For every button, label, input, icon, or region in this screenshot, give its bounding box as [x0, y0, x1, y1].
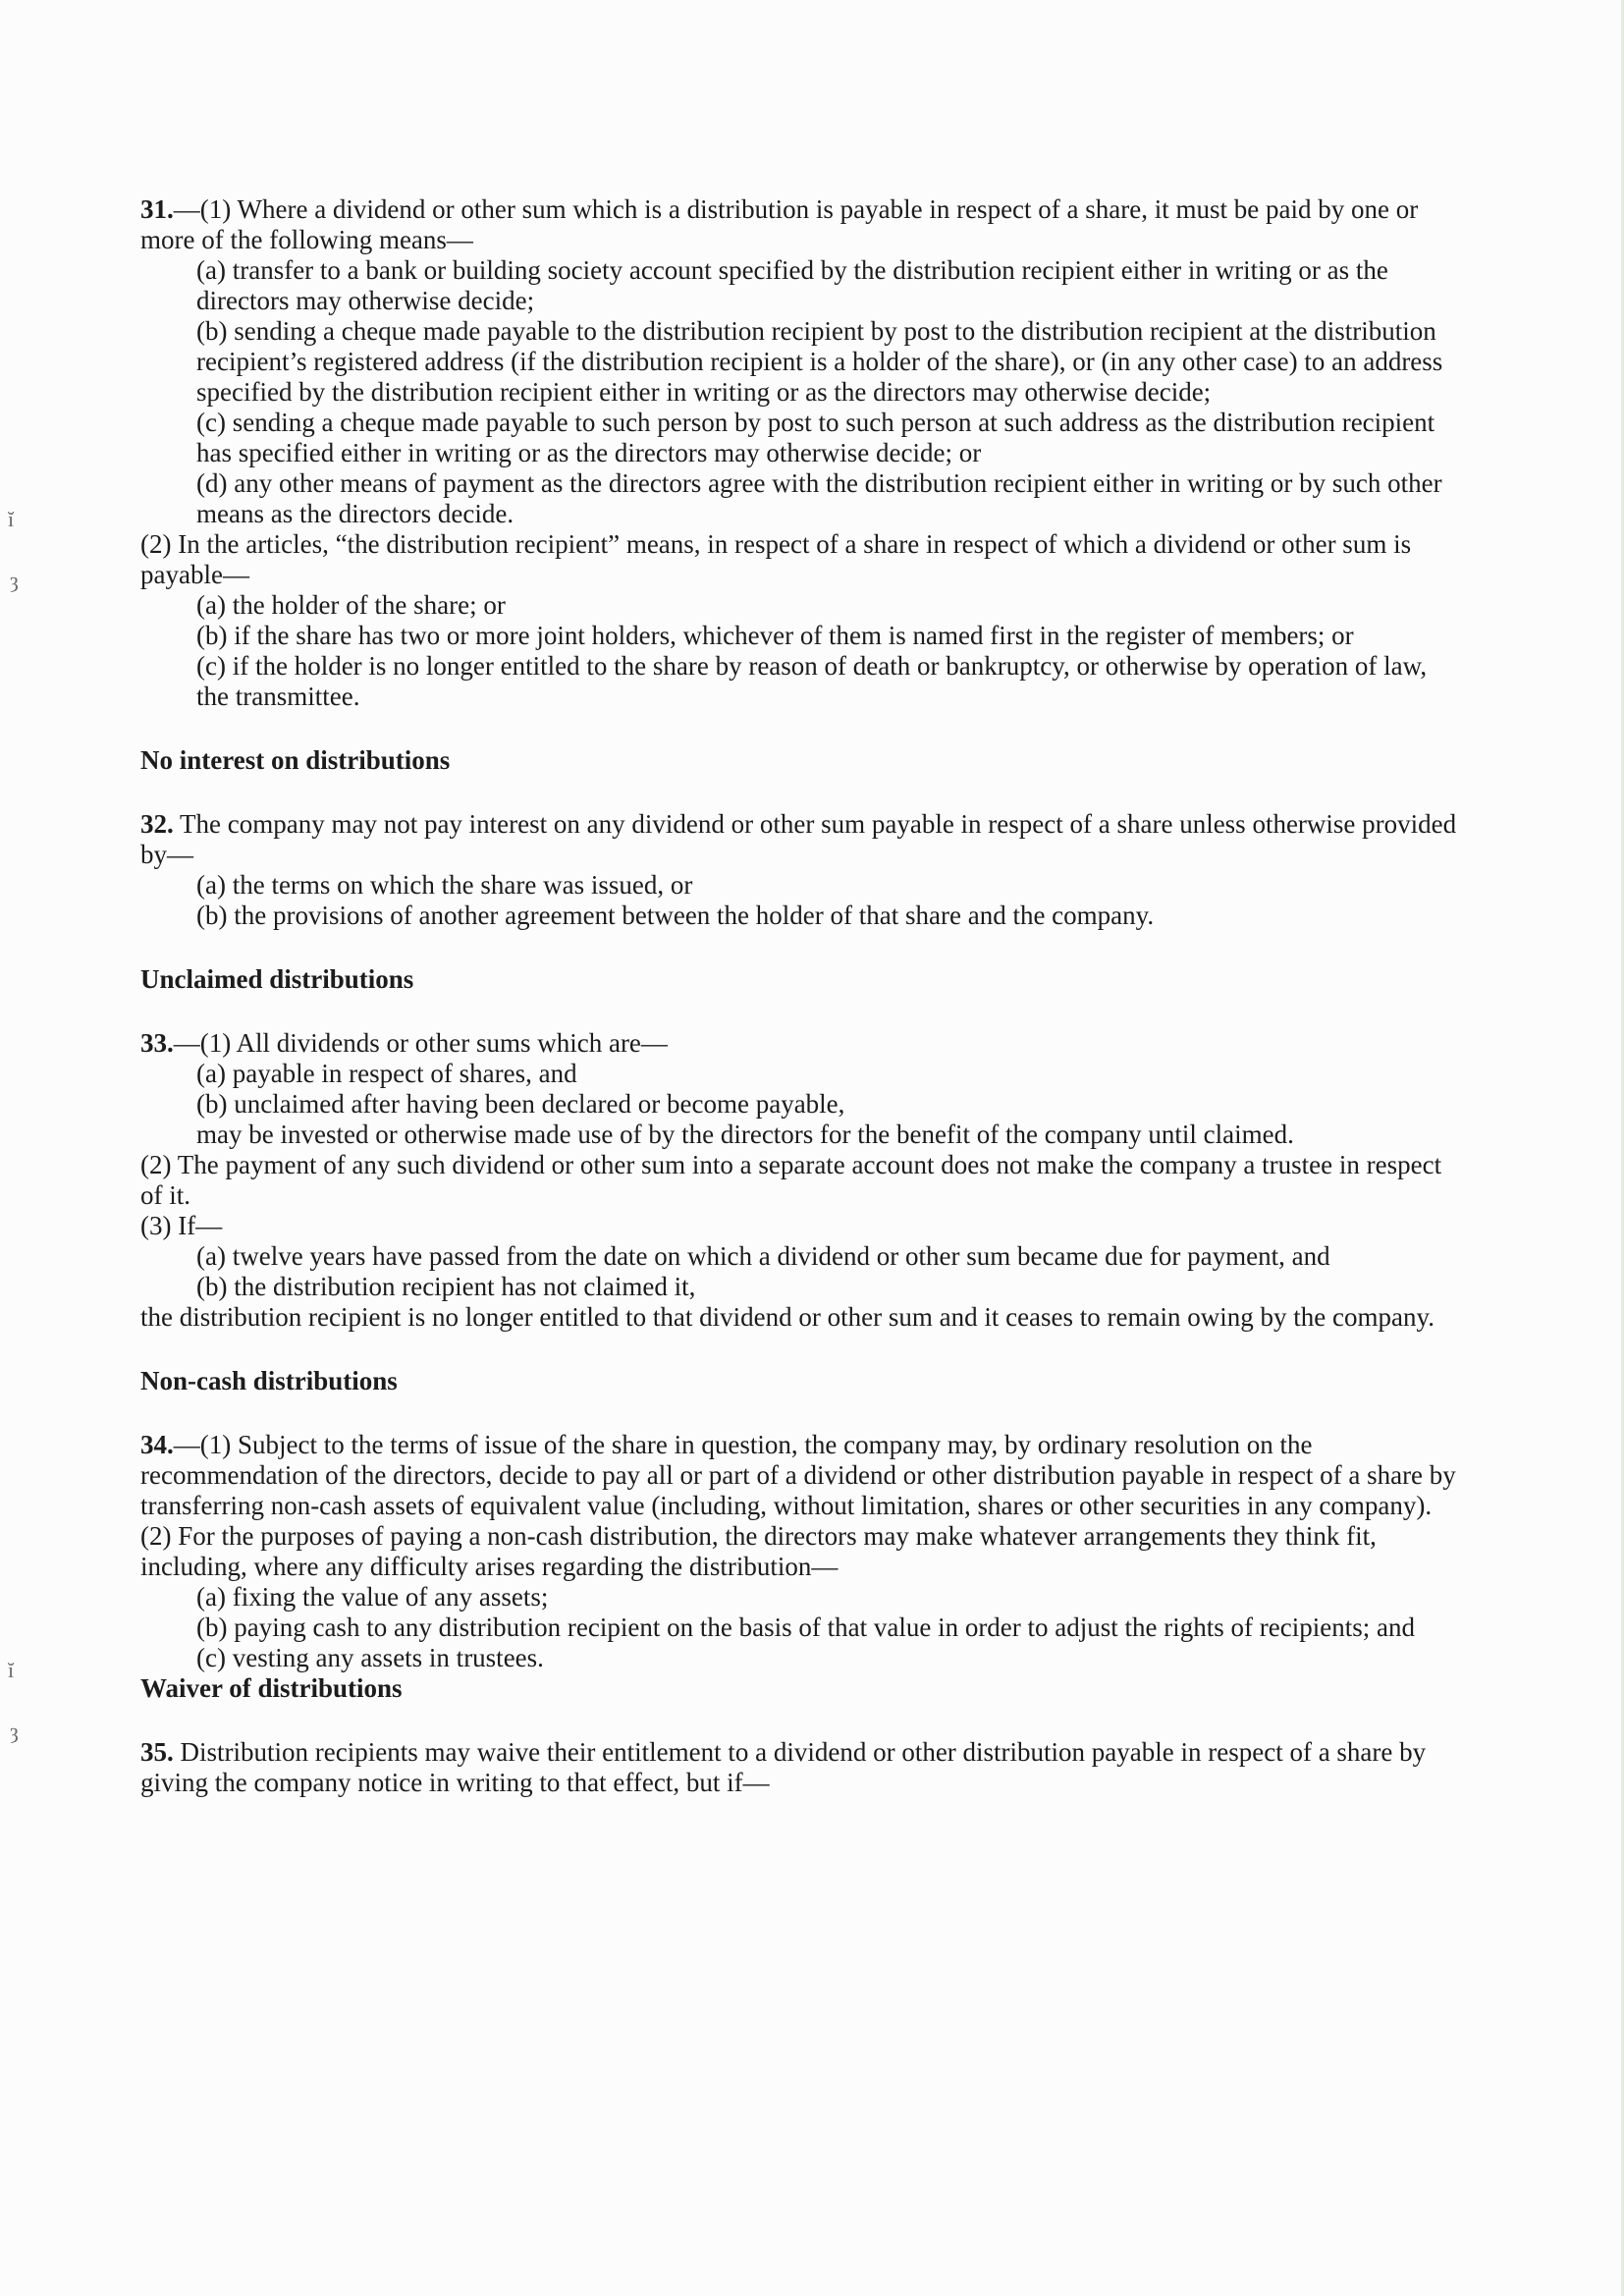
clause-32-intro: 32. The company may not pay interest on any dividend or other sum payable in respect of a share unless otherwise provided by— [140, 809, 1457, 869]
clause-33-3-item-b: (b) the distribution recipient has not claimed it, [196, 1272, 696, 1301]
clause-33-item-a: (a) payable in respect of shares, and [196, 1059, 577, 1088]
clause-33-intro: 33.—(1) All dividends or other sums which are— [140, 1028, 668, 1058]
clause-34-item-c: (c) vesting any assets in trustees. [196, 1643, 544, 1672]
clause-31-item-c: (c) sending a cheque made payable to such person by post to such person at such address as the distribution recipient has specified either in writing or as the directors may otherwise decide; or [196, 408, 1435, 467]
clause-33-item-b: (b) unclaimed after having been declared or become payable, [196, 1089, 845, 1119]
clause-33-para-3: (3) If— [140, 1211, 223, 1240]
clause-34-intro: 34.—(1) Subject to the terms of issue of the share in question, the company may, by ordinary resolution on the recommendation of the directors, decide to pay all or part of a dividend or other distribution payable in respect of a share by transferring non-cash assets of equivalent value (including, without limitation, shares or other securities in any company). [140, 1430, 1456, 1520]
clause-33-item-tail: may be invested or otherwise made use of by the directors for the benefit of the company until claimed. [196, 1120, 1294, 1149]
clause-31-intro: 31.—(1) Where a dividend or other sum which is a distribution is payable in respect of a share, it must be paid by one or more of the following means— [140, 194, 1419, 254]
clause-31-item-d: (d) any other means of payment as the directors agree with the distribution recipient either in writing or by such other means as the directors decide. [196, 468, 1442, 528]
clause-31-item-b: (b) sending a cheque made payable to the distribution recipient by post to the distribution recipient at the distribution recipient’s registered address (if the distribution recipient is a holder of the share), or (in any other case) to an address specified by the distribution recipient either in writing or as the directors may otherwise decide; [196, 316, 1443, 407]
clause-34-item-b: (b) paying cash to any distribution recipient on the basis of that value in order to adjust the rights of recipients; and [196, 1613, 1415, 1642]
clause-number: 33. [140, 1028, 174, 1058]
clause-34-para-2: (2) For the purposes of paying a non-cash distribution, the directors may make whatever arrangements they think fit, including, where any difficulty arises regarding the distribution— [140, 1521, 1377, 1581]
clause-33-para-2: (2) The payment of any such dividend or other sum into a separate account does not make the company a trustee in respect of it. [140, 1150, 1442, 1210]
clause-number: 32. [140, 809, 174, 839]
heading-non-cash: Non-cash distributions [140, 1366, 398, 1395]
heading-no-interest: No interest on distributions [140, 745, 451, 775]
binding-hole-mark: ĭ [8, 1658, 15, 1682]
binding-hole-mark: ĭ [8, 507, 15, 531]
clause-31-2-item-a: (a) the holder of the share; or [196, 590, 506, 620]
clause-31-2-item-b: (b) if the share has two or more joint holders, whichever of them is named first in the register of members; or [196, 621, 1354, 650]
articles-text [140, 194, 1461, 1798]
clause-32-item-b: (b) the provisions of another agreement between the holder of that share and the company. [196, 901, 1155, 930]
clause-33-tail: the distribution recipient is no longer entitled to that dividend or other sum and it ceases to remain owing by the company. [140, 1302, 1435, 1332]
clause-31-2-item-c: (c) if the holder is no longer entitled to the share by reason of death or bankruptcy, or otherwise by operation of law, the transmittee. [196, 651, 1428, 711]
clause-31-item-a: (a) transfer to a bank or building society account specified by the distribution recipient either in writing or as the directors may otherwise decide; [196, 255, 1388, 315]
clause-34-item-a: (a) fixing the value of any assets; [196, 1582, 549, 1612]
heading-waiver: Waiver of distributions [140, 1673, 403, 1703]
clause-number: 34. [140, 1430, 174, 1459]
binding-hole-mark: ȝ [10, 568, 19, 592]
clause-35-intro: 35. Distribution recipients may waive their entitlement to a dividend or other distribution payable in respect of a share by giving the company notice in writing to that effect, but if— [140, 1737, 1427, 1797]
clause-32-item-a: (a) the terms on which the share was issued, or [196, 870, 693, 900]
clause-number: 35. [140, 1737, 174, 1767]
binding-hole-mark: ȝ [10, 1719, 19, 1743]
clause-31-para-2: (2) In the articles, “the distribution recipient” means, in respect of a share in respect of which a dividend or other sum is payable— [140, 529, 1412, 589]
clause-number: 31. [140, 194, 174, 224]
heading-unclaimed: Unclaimed distributions [140, 964, 414, 994]
clause-33-3-item-a: (a) twelve years have passed from the date on which a dividend or other sum became due for payment, and [196, 1241, 1330, 1271]
